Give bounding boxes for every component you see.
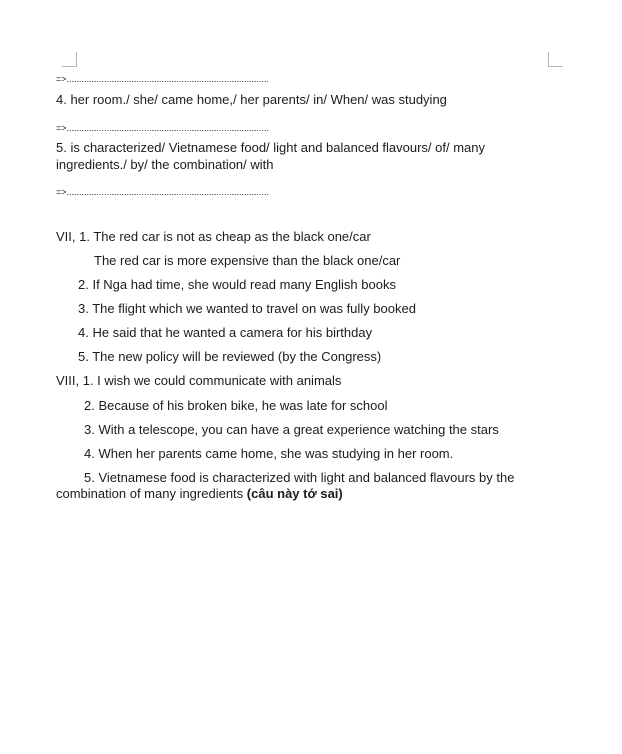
section-viii-item-1: VIII, 1. I wish we could communicate with animals bbox=[56, 373, 342, 388]
answer-line: =>................................................................................. bbox=[56, 123, 270, 133]
section-vii-item-2: 2. If Nga had time, she would read many English books bbox=[78, 277, 396, 292]
section-viii-item-5-line1: 5. Vietnamese food is characterized with light and balanced flavours by the bbox=[84, 470, 515, 485]
question-5-text-line2: ingredients./ by/ the combination/ with bbox=[56, 157, 274, 172]
section-vii-item-3: 3. The flight which we wanted to travel on was fully booked bbox=[78, 301, 416, 316]
section-viii-item-2: 2. Because of his broken bike, he was late for school bbox=[84, 398, 388, 413]
question-4-text: 4. her room./ she/ came home,/ her parents/ in/ When/ was studying bbox=[56, 92, 447, 107]
right-margin-corner-mark bbox=[548, 52, 563, 67]
answer-line: =>................................................................................. bbox=[56, 187, 270, 197]
section-vii-item-1-alt: The red car is more expensive than the black one/car bbox=[94, 253, 401, 268]
section-viii-item-4: 4. When her parents came home, she was studying in her room. bbox=[84, 446, 454, 461]
section-viii-item-3: 3. With a telescope, you can have a great experience watching the stars bbox=[84, 422, 499, 437]
question-5-text-line1: 5. is characterized/ Vietnamese food/ light and balanced flavours/ of/ many bbox=[56, 140, 486, 155]
section-vii-item-4: 4. He said that he wanted a camera for his birthday bbox=[78, 325, 373, 340]
left-margin-corner-mark bbox=[62, 52, 77, 67]
section-vii-item-5: 5. The new policy will be reviewed (by the Congress) bbox=[78, 349, 382, 364]
correction-note: (câu này tớ sai) bbox=[246, 486, 343, 501]
section-vii-item-1: VII, 1. The red car is not as cheap as the black one/car bbox=[56, 229, 371, 244]
section-viii-item-5-line2 bbox=[56, 486, 343, 502]
section-viii-item-5-text: combination of many ingredients bbox=[56, 486, 244, 501]
answer-line: =>................................................................................. bbox=[56, 74, 270, 84]
